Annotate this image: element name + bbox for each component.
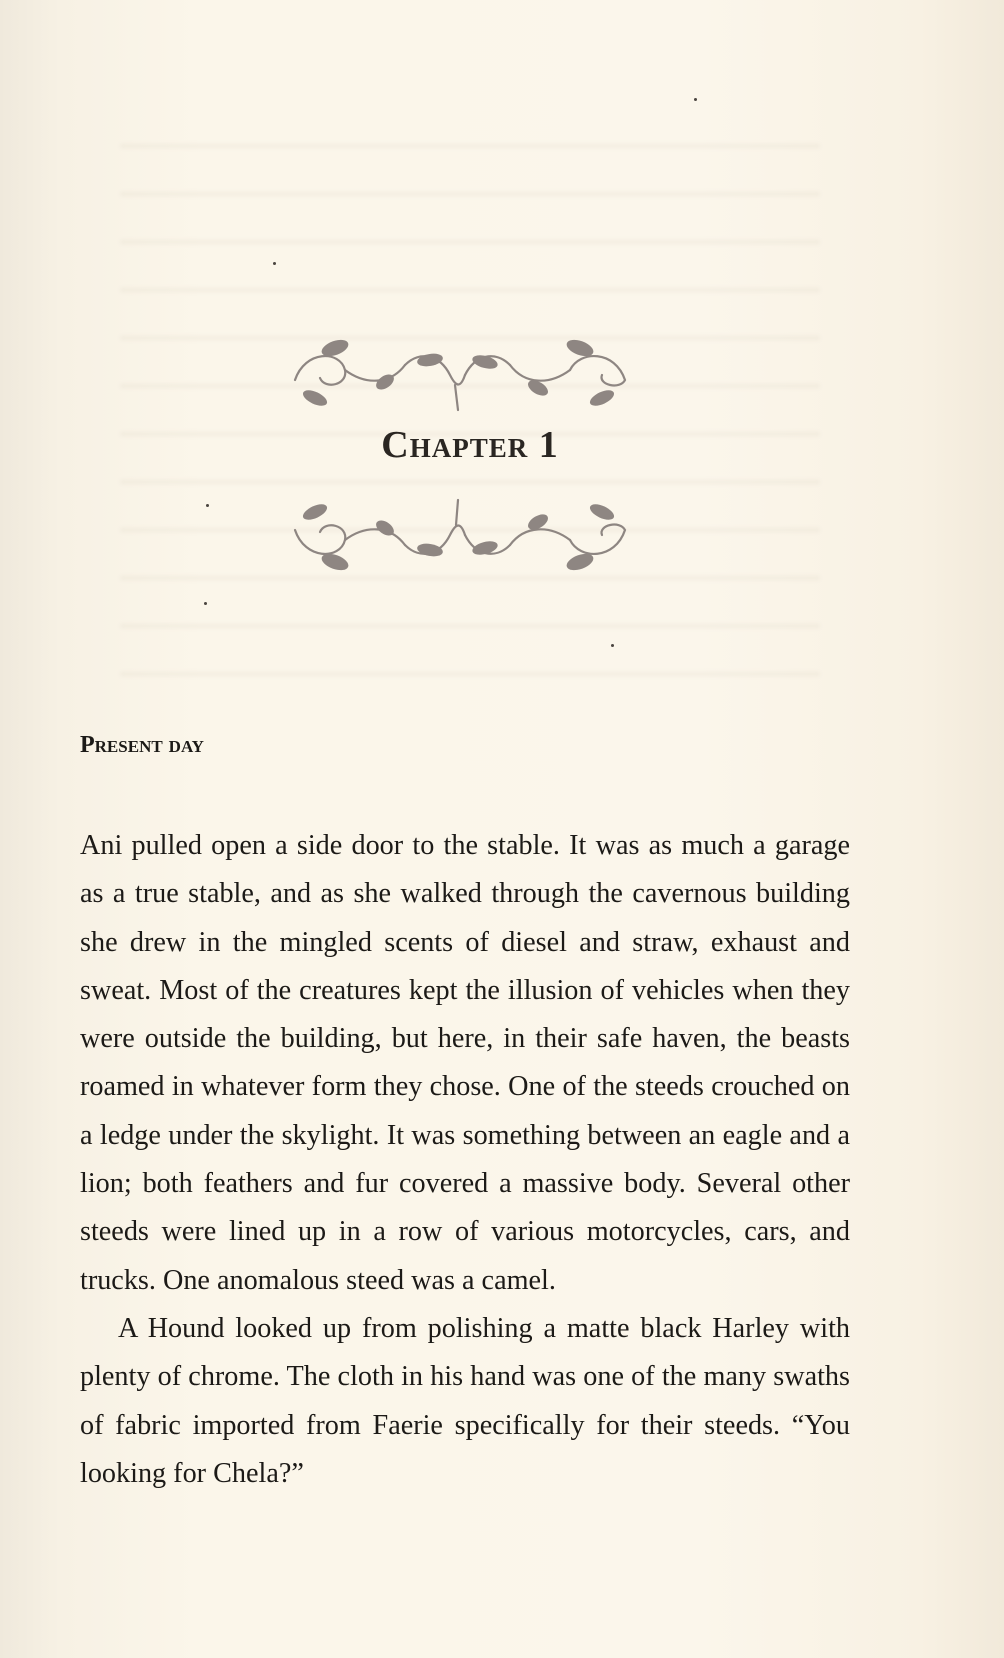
paper-speck bbox=[611, 644, 614, 647]
paper-speck bbox=[204, 602, 207, 605]
vine-ornament-bottom-icon bbox=[280, 490, 640, 580]
vine-ornament-top-icon bbox=[280, 330, 640, 420]
chapter-title: Chapter 1 bbox=[381, 424, 559, 466]
paragraph: A Hound looked up from polishing a matte black Harley with plenty of chrome. The cloth in his hand was one of the many swaths of fabric imported from Faerie specifically for their steeds. “You looking for Chela?” bbox=[80, 1312, 850, 1489]
paper-speck bbox=[694, 98, 697, 101]
section-heading: Present day bbox=[80, 732, 204, 758]
paper-speck bbox=[273, 262, 276, 265]
paragraph: Ani pulled open a side door to the stable. It was as much a garage as a true stable, and as she walked through the cavernous building she drew in the mingled scents of diesel and straw, exhaust and sweat. Most of the creatures kept the illusion of vehicles when they were outside the building, but here, in their safe haven, the beasts roamed in whatever form they chose. One of the steeds crouched on a ledge under the skylight. It was something between an eagle and a lion; both feathers and fur covered a massive body. Several other steeds were lined up in a row of various motorcycles, cars, and trucks. One anomalous steed was a camel. bbox=[80, 830, 850, 1296]
chapter-body bbox=[80, 822, 850, 1498]
paper-speck bbox=[206, 504, 209, 507]
